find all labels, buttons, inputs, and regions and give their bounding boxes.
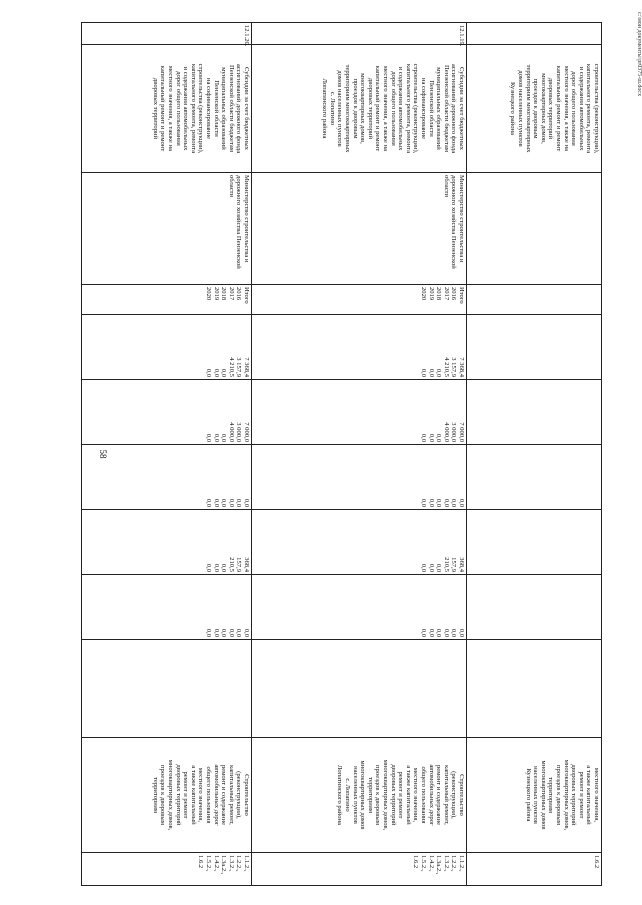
measure-title-line: и содержания автомобильных [577, 66, 585, 151]
measure-title-line: местного значения, а также на [562, 66, 570, 151]
funding-v1 [82, 315, 252, 380]
measure-title-line: строительства (реконструкции), [197, 63, 205, 154]
expected-result-line: автомобильных дорог [212, 764, 220, 826]
years-column [252, 285, 467, 315]
indicator-code: 1.4.2., [212, 855, 220, 872]
measure-title-line: и содержания автомобильных [182, 66, 190, 151]
funding-v5 [252, 575, 467, 640]
measure-title-line: ассигнований дорожного фонда [450, 63, 458, 154]
indicator-empty [82, 640, 252, 738]
row-number [467, 23, 602, 45]
expected-result-line: а также капитальный [189, 765, 197, 825]
expected-result-line: проездов к дворовым [159, 765, 167, 825]
expected-result-line: многоквартирных домов, [167, 759, 175, 831]
funding-value: 0,0 [235, 498, 243, 507]
funding-value: 157,9 [235, 557, 243, 572]
measure-title-line: Кузнецкого района [509, 82, 517, 135]
funding-value: 0,0 [220, 368, 228, 377]
measure-title [467, 45, 602, 173]
funding-value: 0,0 [420, 628, 428, 637]
expected-result-line: территориям [151, 776, 159, 814]
measure-title-line: территориям многоквартирных [524, 64, 532, 153]
measure-title-line: проездов к дворовым [532, 78, 540, 139]
expected-result-line: дворовых территорий [570, 764, 578, 826]
funding-value: 0,0 [458, 498, 465, 507]
expected-result-line: ремонт и ремонт [182, 771, 190, 819]
year-label: Итого [458, 287, 465, 304]
measure-title-line: Пензенской области [427, 80, 435, 137]
measure-title-line: местного значения, а также на [167, 66, 175, 151]
expected-result-line: местного значения, [593, 767, 600, 823]
funding-value: 0,0 [205, 433, 213, 442]
indicator-code: 1.5.2., [420, 855, 428, 872]
funding-value: 368,4 [458, 557, 465, 572]
expected-result-line: (реконструкция), [450, 771, 458, 819]
funding-value: 0,0 [212, 563, 220, 572]
indicator-empty [252, 640, 467, 738]
table-row [82, 23, 252, 886]
funding-v1 [467, 315, 602, 380]
expected-result-line: Лопатинского района [336, 765, 344, 825]
indicator-code: 1.3.2., [227, 855, 235, 872]
year-label: 2020 [420, 287, 428, 301]
funding-v2 [82, 380, 252, 445]
funding-value: 0,0 [450, 498, 458, 507]
year-label: 2019 [212, 287, 220, 301]
funding-value: 0,0 [205, 368, 213, 377]
year-label: 2017 [442, 287, 450, 301]
funding-value: 7 000,0 [458, 422, 465, 442]
measure-title-line: Лопатинского района [321, 78, 329, 139]
funding-v1 [252, 315, 467, 380]
expected-result-line: капитальный ремонт, [227, 765, 235, 825]
funding-v4 [82, 510, 252, 575]
expected-result-line: а также капитальный [404, 765, 412, 825]
funding-value: 210,5 [442, 557, 450, 572]
funding-value: 0,0 [235, 628, 243, 637]
expected-result [82, 738, 252, 853]
indicator-code: 1.3а.2., [435, 855, 443, 875]
indicator-code: 1.2.2., [450, 855, 458, 872]
funding-v4 [467, 510, 602, 575]
funding-value: 0,0 [227, 628, 235, 637]
indicator-codes [467, 853, 602, 886]
measure-title-line: капитальный ремонт и ремонт [555, 65, 563, 152]
measure-title-line: Субсидии за счет бюджетных [243, 67, 250, 150]
expected-result-line: местного значения, [412, 767, 420, 823]
funding-v5 [467, 575, 602, 640]
years-column [467, 285, 602, 315]
expected-result-line: многоквартирных домов, [562, 759, 570, 831]
expected-result-line: Кузнецкого района [524, 768, 532, 822]
funding-v2 [467, 380, 602, 445]
funding-value: 0,0 [205, 628, 213, 637]
measure-title-line: капитального ремонта, ремонта [585, 63, 593, 154]
funding-value: 3 157,9 [450, 357, 458, 377]
measure-title-line: на софинансирование [420, 77, 428, 140]
indicator-code: 1.6.2 [593, 855, 600, 869]
year-label: 2018 [435, 287, 443, 301]
table-row [467, 23, 602, 886]
measure-title-line: Пензенской области бюджетам [227, 65, 235, 152]
measure-title-line: дорог общего пользования [174, 71, 182, 146]
indicator-code: 1.3а.2., [220, 855, 228, 875]
table-row [252, 23, 467, 886]
funding-value: 0,0 [442, 498, 450, 507]
indicator-code: 1.6.2 [412, 855, 420, 869]
expected-result-line: проездов к дворовым [555, 765, 563, 825]
funding-value: 7 000,0 [243, 422, 250, 442]
funding-value: 0,0 [420, 368, 428, 377]
funding-v3 [467, 445, 602, 510]
year-label: 2020 [205, 287, 213, 301]
measure-title-line: капитальный ремонт и ремонт [374, 65, 382, 152]
measure-title-line: территориям многоквартирных [344, 64, 352, 153]
funding-value: 0,0 [220, 433, 228, 442]
expected-result-line: ремонт и содержание [435, 764, 443, 825]
measure-title-line: строительства (реконструкции), [593, 63, 600, 154]
expected-result-line: территориям [547, 776, 555, 814]
funding-value: 157,9 [450, 557, 458, 572]
indicator-codes [82, 853, 252, 886]
funding-value: 0,0 [220, 498, 228, 507]
expected-result-line: многоквартирных домов [539, 760, 547, 830]
expected-result-line: проездов к дворовым [374, 765, 382, 825]
indicator-code: 1.3.2., [442, 855, 450, 872]
funding-value: 3 000,0 [450, 422, 458, 442]
measure-title-line: Пензенской области бюджетам [442, 65, 450, 152]
funding-value: 0,0 [427, 628, 435, 637]
funding-value: 210,5 [227, 557, 235, 572]
measure-title-line: домов населенных пунктов [517, 70, 525, 147]
expected-result-line: дворовых территорий [174, 764, 182, 826]
expected-result-line: многоквартирных домов, [382, 759, 390, 831]
funding-value: 0,0 [205, 563, 213, 572]
expected-result-line: местного значения, [197, 767, 205, 823]
expected-result-line: населенных пунктов [351, 766, 359, 824]
funding-value: 0,0 [227, 498, 235, 507]
funding-value: 4 210,5 [227, 357, 235, 377]
measure-title-line: многоквартирных домов, [539, 73, 547, 144]
executor: Министерство строительства и дорожного хозяйства Пензенской области [252, 173, 467, 285]
measure-title-line: Субсидии за счет бюджетных [458, 67, 465, 150]
executor [467, 173, 602, 285]
funding-value: 4 000,0 [442, 422, 450, 442]
funding-value: 0,0 [420, 563, 428, 572]
funding-value: 368,4 [243, 557, 250, 572]
measure-title-line: многоквартирных домов, [359, 73, 367, 144]
funding-value: 0,0 [212, 498, 220, 507]
expected-result-line: а также капитальный [585, 765, 593, 825]
expected-result-line: ремонт и содержание [220, 764, 228, 825]
funding-value: 7 368,4 [458, 357, 465, 377]
funding-value: 4 210,5 [442, 357, 450, 377]
row-number: 12.1.20. [82, 23, 252, 45]
funding-value: 0,0 [427, 563, 435, 572]
expected-result [252, 738, 467, 853]
funding-value: 3 000,0 [235, 422, 243, 442]
measure-title-line: с. Лопатино [328, 91, 336, 126]
measure-title-line: дворовых территорий [151, 77, 159, 140]
years-column [82, 285, 252, 315]
measure-title-line: капитального ремонта, ремонта [189, 63, 197, 154]
program-table [81, 22, 602, 886]
expected-result-line: общего пользования [420, 766, 428, 824]
funding-value: 0,0 [442, 628, 450, 637]
funding-value: 3 157,9 [235, 357, 243, 377]
expected-result-line: населенных пунктов [532, 766, 540, 824]
indicator-empty [467, 640, 602, 738]
funding-v4 [252, 510, 467, 575]
measure-title-line: Пензенской области [212, 80, 220, 137]
expected-result-line: многоквартирных домов [359, 760, 367, 830]
funding-value: 0,0 [212, 368, 220, 377]
year-label: 2016 [235, 287, 243, 301]
indicator-code: 1.1.2., [458, 855, 465, 872]
funding-value: 0,0 [243, 628, 250, 637]
year-label: Итого [243, 287, 250, 304]
measure-title-line: дворовых территорий [366, 77, 374, 140]
year-label: 2017 [227, 287, 235, 301]
expected-result-line: автомобильных дорог [427, 764, 435, 826]
funding-value: 0,0 [427, 433, 435, 442]
row-number: 12.1.19. [252, 23, 467, 45]
footer-path: c:\мои документы\pr0375-ш.docx [636, 12, 642, 97]
funding-value: 0,0 [420, 498, 428, 507]
year-label: 2016 [450, 287, 458, 301]
funding-v3 [252, 445, 467, 510]
funding-value: 0,0 [220, 563, 228, 572]
indicator-code: 1.5.2., [205, 855, 213, 872]
funding-value: 0,0 [435, 563, 443, 572]
measure-title-line: и содержания автомобильных [397, 66, 405, 151]
funding-value: 7 368,4 [243, 357, 250, 377]
funding-value: 0,0 [243, 498, 250, 507]
indicator-code: 1.4.2., [427, 855, 435, 872]
funding-value: 0,0 [435, 368, 443, 377]
indicator-code: 1.2.2., [235, 855, 243, 872]
page-number: 58 [98, 449, 108, 459]
expected-result-line: Строительство [243, 774, 250, 816]
year-label: 2019 [427, 287, 435, 301]
measure-title-line: дорог общего пользования [389, 71, 397, 146]
funding-value: 0,0 [435, 433, 443, 442]
funding-value: 0,0 [205, 498, 213, 507]
measure-title-line: проездов к дворовым [351, 78, 359, 139]
measure-title-line: дорог общего пользования [570, 71, 578, 146]
funding-value: 0,0 [220, 628, 228, 637]
funding-v3 [82, 445, 252, 510]
funding-value: 0,0 [450, 628, 458, 637]
measure-title-line: капитальный ремонт и ремонт [159, 65, 167, 152]
indicator-codes [252, 853, 467, 886]
indicator-code: 1.6.2 [197, 855, 205, 869]
expected-result-line: с. Лопатино [344, 778, 352, 812]
measure-title-line: муниципальных образований [220, 67, 228, 150]
expected-result-line: территориям [366, 776, 374, 814]
funding-value: 0,0 [212, 628, 220, 637]
indicator-code: 1.1.2., [243, 855, 250, 872]
expected-result-line: ремонт и ремонт [577, 771, 585, 819]
funding-value: 0,0 [435, 498, 443, 507]
measure-title-line: муниципальных образований [435, 67, 443, 150]
expected-result [467, 738, 602, 853]
expected-result-line: дворовых территорий [389, 764, 397, 826]
expected-result-line: общего пользования [205, 766, 213, 824]
measure-title-line: ассигнований дорожного фонда [235, 63, 243, 154]
measure-title [82, 45, 252, 173]
expected-result-line: (реконструкция), [235, 771, 243, 819]
funding-value: 0,0 [427, 368, 435, 377]
funding-value: 0,0 [212, 433, 220, 442]
funding-value: 4 000,0 [227, 422, 235, 442]
funding-value: 0,0 [435, 628, 443, 637]
funding-v2 [252, 380, 467, 445]
measure-title-line: местного значения, а также на [382, 66, 390, 151]
measure-title-line: на софинансирование [205, 77, 213, 140]
funding-v5 [82, 575, 252, 640]
expected-result-line: ремонт и ремонт [397, 771, 405, 819]
year-label: 2018 [220, 287, 228, 301]
measure-title-line: домов населенных пунктов [336, 70, 344, 147]
measure-title [252, 45, 467, 173]
measure-title-line: дворовых территорий [547, 77, 555, 140]
executor: Министерство строительства и дорожного хозяйства Пензенской области [82, 173, 252, 285]
expected-result-line: капитальный ремонт, [442, 765, 450, 825]
funding-value: 0,0 [427, 498, 435, 507]
funding-value: 0,0 [420, 433, 428, 442]
expected-result-line: Строительство [458, 774, 465, 816]
measure-title-line: капитального ремонта, ремонта [404, 63, 412, 154]
measure-title-line: строительства (реконструкции), [412, 63, 420, 154]
funding-value: 0,0 [458, 628, 465, 637]
